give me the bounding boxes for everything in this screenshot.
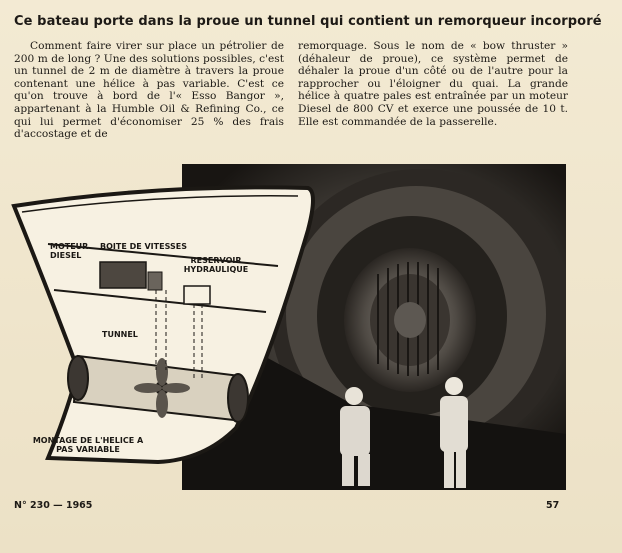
gearbox-icon: [148, 272, 162, 290]
article-heading: Ce bateau porte dans la proue un tunnel qui contient un remorqueur incorporé: [14, 14, 602, 29]
article-column-right: remorquage. Sous le nom de « bow thruster » (déhaleur de proue), ce système permet de déhaler la proue d'un côté ou de l'autre pour la rapprocher ou l'éloigner du quai. La grande hélice à quatre pales est entraînée par un moteur Diesel de 800 CV et exerce une poussée de 10 t. Elle est commandée de la passerelle.: [298, 40, 568, 128]
label-gearbox: BOITE DE VITESSES: [100, 242, 187, 251]
label-diesel-motor: MOTEUR DIESEL: [50, 242, 89, 260]
article-figure: [8, 164, 566, 492]
label-hydraulic-tank: RESERVOIR HYDRAULIQUE: [183, 256, 249, 274]
page-number: 57: [546, 500, 560, 511]
diesel-engine-icon: [100, 262, 146, 288]
label-propeller-assembly: MONTAGE DE L'HELICE A PAS VARIABLE: [32, 436, 144, 454]
issue-number: N° 230 — 1965: [14, 500, 93, 511]
label-tunnel: TUNNEL: [102, 330, 138, 339]
hydraulic-tank-icon: [184, 286, 210, 304]
article-column-left: Comment faire virer sur place un pétrolier de 200 m de long ? Une des solutions possibles, c'est un tunnel de 2 m de diamètre à travers la proue contenant une hélice à pas variable. C'est ce qu'on trouve à bord de l'« Esso Bangor », appartenant à la Humble Oil & Refining Co., ce qui lui permet d'économiser 25 % des frais d'accostage et de: [14, 40, 284, 141]
